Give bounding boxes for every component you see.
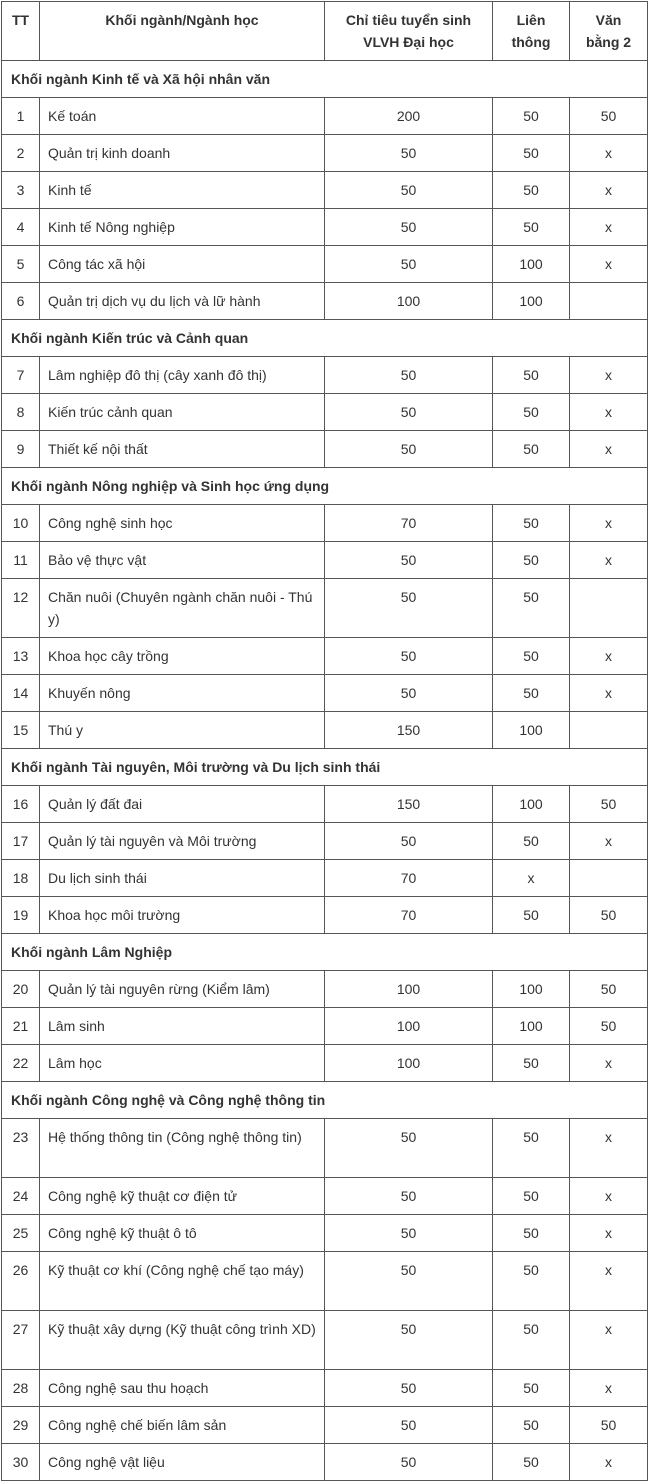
cell-major-name: Thú y [40,712,325,749]
cell-van-bang-2: 50 [570,1407,648,1444]
table-row [2,172,648,209]
cell-major-name: Quản trị kinh doanh [40,135,325,172]
cell-quota: 50 [325,1215,493,1252]
table-body [2,61,648,1481]
cell-lien-thong: 50 [493,1178,570,1215]
cell-van-bang-2: x [570,638,648,675]
cell-quota: 50 [325,172,493,209]
cell-van-bang-2: x [570,1252,648,1311]
cell-quota: 50 [325,638,493,675]
cell-van-bang-2: 50 [570,1008,648,1045]
cell-quota: 50 [325,675,493,712]
header-tt: TT [2,2,40,61]
table-row [2,1119,648,1178]
cell-tt: 17 [2,823,40,860]
cell-tt: 19 [2,897,40,934]
table-row [2,1178,648,1215]
cell-van-bang-2: x [570,1311,648,1370]
table-row [2,1215,648,1252]
cell-quota: 70 [325,897,493,934]
group-header-row [2,1082,648,1119]
cell-tt: 11 [2,542,40,579]
admission-quota-table [1,1,648,1481]
cell-tt: 16 [2,786,40,823]
table-row [2,1045,648,1082]
cell-major-name: Quản lý đất đai [40,786,325,823]
cell-lien-thong: 100 [493,1008,570,1045]
table-row [2,357,648,394]
table-row [2,394,648,431]
table-row [2,1008,648,1045]
cell-tt: 27 [2,1311,40,1370]
cell-van-bang-2 [570,283,648,320]
cell-major-name: Công nghệ kỹ thuật cơ điện tử [40,1178,325,1215]
cell-tt: 13 [2,638,40,675]
cell-major-name: Công nghệ vật liệu [40,1444,325,1481]
cell-lien-thong: 50 [493,542,570,579]
header-quota: Chỉ tiêu tuyển sinh VLVH Đại học [325,2,493,61]
cell-lien-thong: 50 [493,675,570,712]
cell-van-bang-2: 50 [570,98,648,135]
cell-van-bang-2: x [570,823,648,860]
cell-lien-thong: 50 [493,98,570,135]
cell-tt: 24 [2,1178,40,1215]
cell-quota: 50 [325,542,493,579]
table-row [2,431,648,468]
cell-van-bang-2 [570,712,648,749]
table-row [2,246,648,283]
cell-tt: 15 [2,712,40,749]
cell-quota: 100 [325,283,493,320]
cell-tt: 7 [2,357,40,394]
cell-quota: 50 [325,1311,493,1370]
cell-major-name: Quản trị dịch vụ du lịch và lữ hành [40,283,325,320]
cell-major-name: Khoa học cây trồng [40,638,325,675]
table-row [2,675,648,712]
cell-lien-thong: 50 [493,172,570,209]
cell-major-name: Kỹ thuật cơ khí (Công nghệ chế tạo máy) [40,1252,325,1311]
cell-van-bang-2: x [570,1370,648,1407]
cell-tt: 8 [2,394,40,431]
group-title: Khối ngành Kinh tế và Xã hội nhân văn [2,61,648,98]
cell-tt: 2 [2,135,40,172]
cell-quota: 100 [325,1008,493,1045]
cell-major-name: Công nghệ sinh học [40,505,325,542]
cell-tt: 20 [2,971,40,1008]
group-title: Khối ngành Lâm Nghiệp [2,934,648,971]
cell-quota: 50 [325,1252,493,1311]
cell-lien-thong: 50 [493,1045,570,1082]
cell-tt: 1 [2,98,40,135]
cell-lien-thong: 50 [493,135,570,172]
cell-tt: 26 [2,1252,40,1311]
cell-quota: 50 [325,1444,493,1481]
group-header-row [2,468,648,505]
table-header [2,2,648,61]
cell-major-name: Du lịch sinh thái [40,860,325,897]
cell-major-name: Kiến trúc cảnh quan [40,394,325,431]
cell-quota: 50 [325,394,493,431]
cell-major-name: Lâm học [40,1045,325,1082]
table-row [2,542,648,579]
cell-quota: 70 [325,860,493,897]
cell-quota: 150 [325,712,493,749]
group-title: Khối ngành Tài nguyên, Môi trường và Du lịch sinh thái [2,749,648,786]
header-van-bang-2: Văn bằng 2 [570,2,648,61]
cell-quota: 70 [325,505,493,542]
cell-lien-thong: 50 [493,1370,570,1407]
cell-quota: 200 [325,98,493,135]
header-major: Khối ngành/Ngành học [40,2,325,61]
cell-quota: 50 [325,209,493,246]
cell-quota: 50 [325,135,493,172]
cell-van-bang-2: x [570,505,648,542]
cell-major-name: Công nghệ chế biến lâm sản [40,1407,325,1444]
cell-van-bang-2 [570,860,648,897]
group-title: Khối ngành Công nghệ và Công nghệ thông tin [2,1082,648,1119]
table-row [2,98,648,135]
cell-major-name: Công tác xã hội [40,246,325,283]
cell-lien-thong: 50 [493,1215,570,1252]
cell-lien-thong: 50 [493,1444,570,1481]
group-header-row [2,61,648,98]
cell-quota: 50 [325,1178,493,1215]
cell-lien-thong: x [493,860,570,897]
cell-van-bang-2: x [570,172,648,209]
cell-van-bang-2: x [570,675,648,712]
cell-major-name: Lâm nghiệp đô thị (cây xanh đô thị) [40,357,325,394]
table-row [2,1252,648,1311]
cell-lien-thong: 100 [493,971,570,1008]
cell-quota: 50 [325,1407,493,1444]
cell-lien-thong: 50 [493,638,570,675]
table-row [2,971,648,1008]
table-row [2,1370,648,1407]
cell-lien-thong: 50 [493,1252,570,1311]
cell-tt: 18 [2,860,40,897]
cell-lien-thong: 50 [493,505,570,542]
group-title: Khối ngành Nông nghiệp và Sinh học ứng dụng [2,468,648,505]
cell-lien-thong: 50 [493,394,570,431]
cell-lien-thong: 50 [493,357,570,394]
cell-major-name: Công nghệ sau thu hoạch [40,1370,325,1407]
cell-tt: 14 [2,675,40,712]
table-row [2,505,648,542]
cell-major-name: Khuyến nông [40,675,325,712]
group-header-row [2,749,648,786]
cell-major-name: Quản lý tài nguyên và Môi trường [40,823,325,860]
table-row [2,1444,648,1481]
table-row [2,786,648,823]
table-row [2,897,648,934]
cell-lien-thong: 100 [493,283,570,320]
cell-tt: 28 [2,1370,40,1407]
cell-quota: 50 [325,823,493,860]
cell-van-bang-2: 50 [570,897,648,934]
cell-tt: 23 [2,1119,40,1178]
cell-tt: 12 [2,579,40,638]
cell-lien-thong: 50 [493,823,570,860]
cell-major-name: Kinh tế [40,172,325,209]
cell-van-bang-2: x [570,1119,648,1178]
cell-lien-thong: 100 [493,712,570,749]
cell-lien-thong: 50 [493,1119,570,1178]
cell-van-bang-2: x [570,357,648,394]
table-row [2,638,648,675]
cell-quota: 100 [325,1045,493,1082]
header-lien-thong: Liên thông [493,2,570,61]
table-row [2,823,648,860]
cell-major-name: Bảo vệ thực vật [40,542,325,579]
cell-quota: 50 [325,431,493,468]
cell-tt: 25 [2,1215,40,1252]
table-row [2,135,648,172]
cell-quota: 50 [325,579,493,638]
cell-van-bang-2: 50 [570,971,648,1008]
cell-van-bang-2: x [570,394,648,431]
cell-lien-thong: 50 [493,579,570,638]
cell-tt: 4 [2,209,40,246]
cell-tt: 30 [2,1444,40,1481]
table-row [2,283,648,320]
table-row [2,712,648,749]
cell-major-name: Kỹ thuật xây dựng (Kỹ thuật công trình XD) [40,1311,325,1370]
cell-tt: 29 [2,1407,40,1444]
cell-tt: 21 [2,1008,40,1045]
table-row [2,579,648,638]
cell-lien-thong: 50 [493,1311,570,1370]
table-row [2,1311,648,1370]
table-row [2,860,648,897]
cell-van-bang-2: x [570,1178,648,1215]
cell-major-name: Chăn nuôi (Chuyên ngành chăn nuôi - Thú y) [40,579,325,638]
group-header-row [2,320,648,357]
cell-tt: 9 [2,431,40,468]
cell-quota: 100 [325,971,493,1008]
group-header-row [2,934,648,971]
cell-major-name: Hệ thống thông tin (Công nghệ thông tin) [40,1119,325,1178]
cell-van-bang-2: x [570,209,648,246]
cell-quota: 50 [325,1370,493,1407]
cell-tt: 5 [2,246,40,283]
cell-tt: 6 [2,283,40,320]
cell-van-bang-2: x [570,431,648,468]
cell-van-bang-2: x [570,1215,648,1252]
cell-lien-thong: 100 [493,246,570,283]
cell-van-bang-2: x [570,1045,648,1082]
cell-lien-thong: 50 [493,897,570,934]
cell-major-name: Kế toán [40,98,325,135]
cell-van-bang-2: x [570,246,648,283]
cell-quota: 50 [325,246,493,283]
cell-major-name: Thiết kế nội thất [40,431,325,468]
cell-quota: 150 [325,786,493,823]
cell-major-name: Quản lý tài nguyên rừng (Kiểm lâm) [40,971,325,1008]
cell-van-bang-2: x [570,135,648,172]
group-title: Khối ngành Kiến trúc và Cảnh quan [2,320,648,357]
cell-van-bang-2: 50 [570,786,648,823]
cell-quota: 50 [325,357,493,394]
cell-lien-thong: 50 [493,1407,570,1444]
cell-quota: 50 [325,1119,493,1178]
cell-major-name: Khoa học môi trường [40,897,325,934]
cell-van-bang-2 [570,579,648,638]
cell-lien-thong: 50 [493,431,570,468]
cell-major-name: Kinh tế Nông nghiệp [40,209,325,246]
cell-tt: 3 [2,172,40,209]
cell-tt: 22 [2,1045,40,1082]
cell-lien-thong: 100 [493,786,570,823]
cell-major-name: Lâm sinh [40,1008,325,1045]
cell-lien-thong: 50 [493,209,570,246]
cell-tt: 10 [2,505,40,542]
cell-major-name: Công nghệ kỹ thuật ô tô [40,1215,325,1252]
cell-van-bang-2: x [570,542,648,579]
table-row [2,209,648,246]
cell-van-bang-2: x [570,1444,648,1481]
table-row [2,1407,648,1444]
